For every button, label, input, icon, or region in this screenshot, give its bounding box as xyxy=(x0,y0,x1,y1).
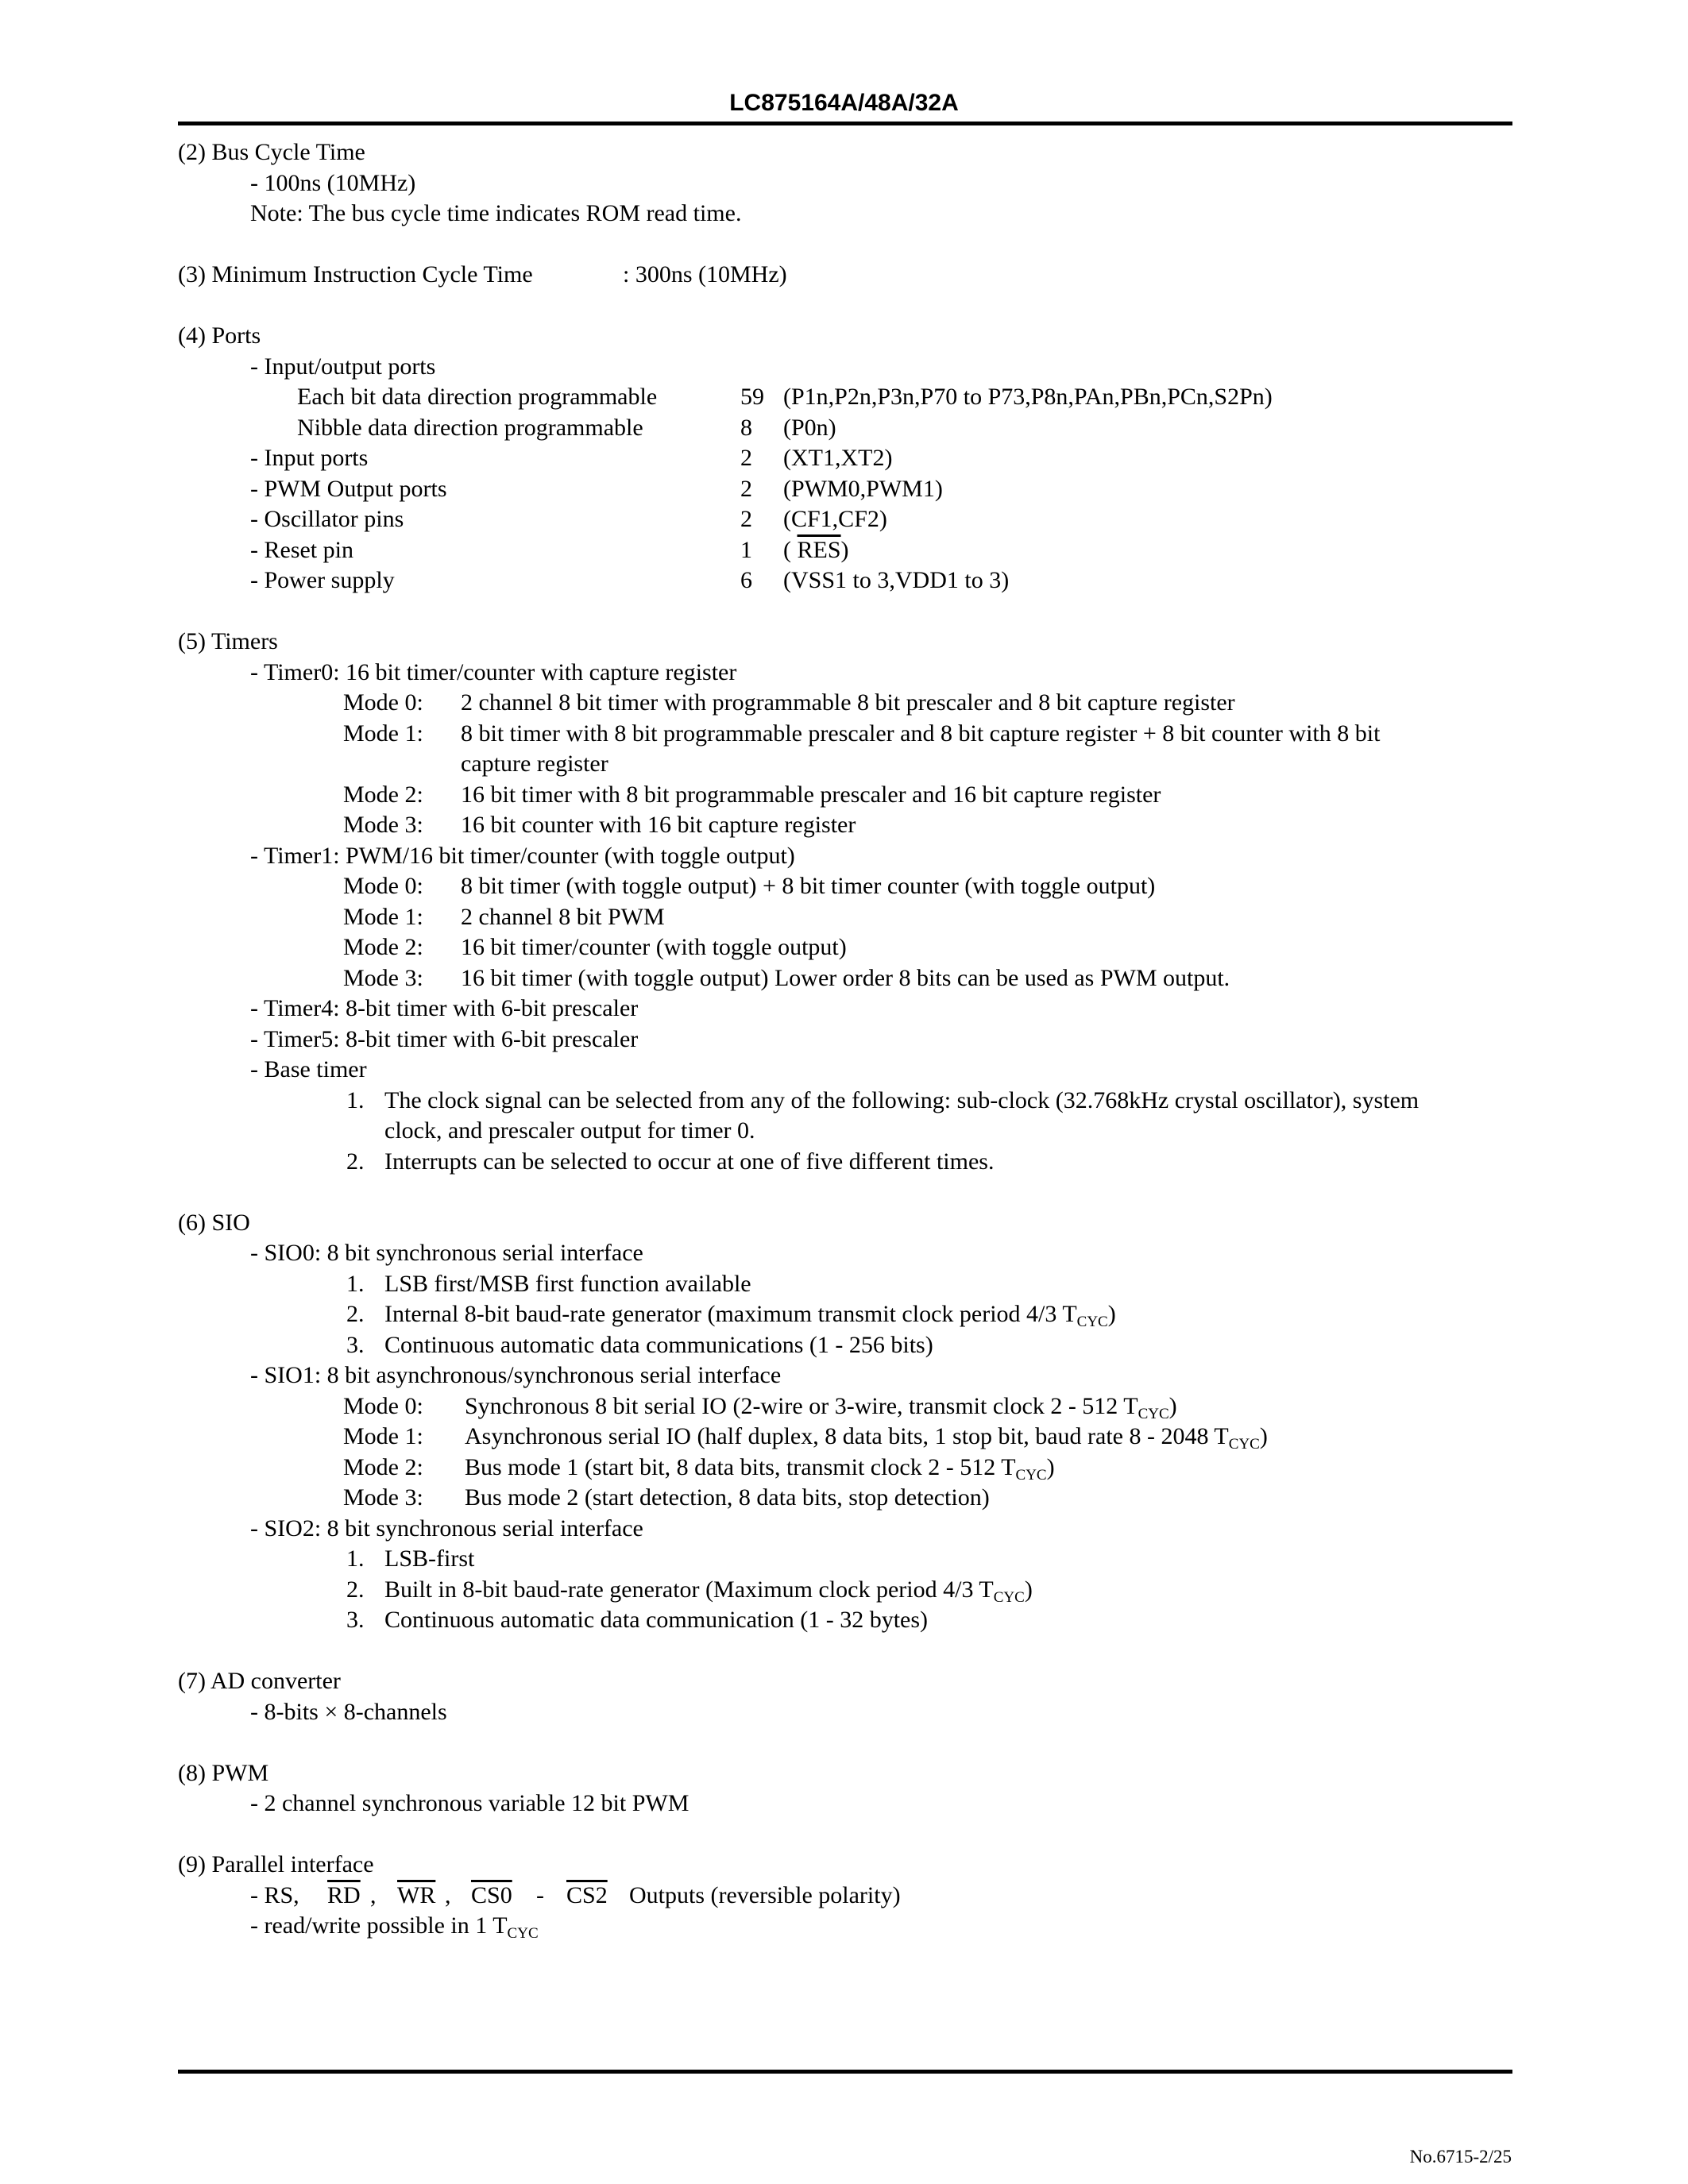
mode-text: 2 channel 8 bit timer with programmable 8 bit prescaler and 8 bit capture register xyxy=(461,689,1235,716)
item-number: 1. xyxy=(346,1086,365,1113)
port-row xyxy=(178,474,1512,505)
item-text: Continuous automatic data communications (1 - 256 bits) xyxy=(384,1331,933,1358)
port-count: 2 xyxy=(740,475,752,502)
sio-title: - SIO2: 8 bit synchronous serial interface xyxy=(250,1515,643,1542)
port-label: Each bit data direction programmable xyxy=(297,384,658,410)
section-heading: (4) Ports xyxy=(178,322,261,349)
parallel-heading-line xyxy=(178,1850,1512,1881)
signal-dash: - xyxy=(536,1881,544,1908)
mode-row xyxy=(178,780,1512,811)
timer0-title-line xyxy=(178,658,1512,689)
min-instruction-line xyxy=(178,260,1512,291)
mode-label: Mode 1: xyxy=(343,1423,423,1449)
mode-row-continuation xyxy=(178,749,1512,780)
item-text: The clock signal can be selected from any of the following: sub-clock (32.768kHz crystal oscillator), system xyxy=(384,1086,1420,1113)
signal-wr: $\overline{WR}$ xyxy=(397,1881,436,1908)
mode-row xyxy=(178,1391,1512,1422)
port-row xyxy=(178,565,1512,596)
port-detail: (XT1,XT2) xyxy=(783,445,893,471)
mode-text: capture register xyxy=(461,751,608,777)
sio-title: - SIO1: 8 bit asynchronous/synchronous serial interface xyxy=(250,1362,782,1388)
reset-signal-overlined: $\overline{RES}$ xyxy=(797,536,841,563)
item-text: Internal 8-bit baud-rate generator (maximum transmit clock period 4/3 $T_{CYC}$) xyxy=(384,1301,1116,1330)
item-text: clock, and prescaler output for timer 0. xyxy=(384,1117,755,1144)
signal-lead: - RS, xyxy=(250,1881,299,1908)
item-text: LSB-first xyxy=(384,1545,475,1572)
mode-label: Mode 0: xyxy=(343,689,423,716)
sio2-title-line xyxy=(178,1514,1512,1545)
port-row xyxy=(178,382,1512,413)
port-label: - Power supply xyxy=(250,567,395,593)
mode-text: Synchronous 8 bit serial IO (2-wire or 3-wire, transmit clock 2 - 512 $T_{CYC}$) xyxy=(465,1392,1177,1422)
section-heading: (3) Minimum Instruction Cycle Time xyxy=(178,261,533,287)
parallel-rw: - read/write possible in 1 $T_{CYC}$ xyxy=(250,1912,539,1942)
port-count: 59 xyxy=(740,384,764,410)
timer-title: - Timer5: 8-bit timer with 6-bit prescaler xyxy=(250,1025,639,1052)
sio-heading-line xyxy=(178,1208,1512,1239)
port-count: 2 xyxy=(740,445,752,471)
mode-row xyxy=(178,1483,1512,1514)
signal-tail: Outputs (reversible polarity) xyxy=(629,1881,901,1908)
mode-row xyxy=(178,871,1512,902)
item-number: 2. xyxy=(346,1148,365,1175)
item-number: 3. xyxy=(346,1607,365,1633)
item-number: 2. xyxy=(346,1301,365,1327)
mode-text: 8 bit timer with 8 bit programmable prescaler and 8 bit capture register + 8 bit counter with 8 bit xyxy=(461,720,1381,747)
mode-row xyxy=(178,719,1512,750)
port-detail: (PWM0,PWM1) xyxy=(783,475,943,502)
io-ports-line xyxy=(178,352,1512,383)
footer-rule xyxy=(178,2070,1512,2074)
mode-text: 16 bit timer/counter (with toggle output) xyxy=(461,934,847,960)
item-number: 1. xyxy=(346,1270,365,1297)
base-timer-title-line xyxy=(178,1055,1512,1086)
timer-title: - Timer4: 8-bit timer with 6-bit prescaler xyxy=(250,995,639,1021)
mode-row xyxy=(178,1422,1512,1453)
pwm-heading-line xyxy=(178,1758,1512,1789)
mode-label: Mode 3: xyxy=(343,964,423,991)
numbered-item xyxy=(178,1147,1512,1178)
pwm-value: - 2 channel synchronous variable 12 bit PWM xyxy=(250,1790,689,1816)
port-detail: (P0n) xyxy=(783,414,836,441)
mode-text: 16 bit timer (with toggle output) Lower order 8 bits can be used as PWM output. xyxy=(461,964,1230,991)
timer-title: - Timer1: PWM/16 bit timer/counter (with toggle output) xyxy=(250,842,795,869)
mode-row xyxy=(178,810,1512,841)
section-heading: (9) Parallel interface xyxy=(178,1851,374,1877)
port-count: 2 xyxy=(740,506,752,532)
mode-label: Mode 2: xyxy=(343,1453,423,1480)
header-rule xyxy=(178,122,1512,125)
port-count: 8 xyxy=(740,414,752,441)
section-heading: (8) PWM xyxy=(178,1759,269,1786)
timer-title: - Base timer xyxy=(250,1056,367,1082)
item-text: LSB first/MSB first function available xyxy=(384,1270,751,1297)
sio0-title-line xyxy=(178,1238,1512,1269)
timer1-title-line xyxy=(178,841,1512,872)
mode-label: Mode 3: xyxy=(343,812,423,838)
signal-comma: , xyxy=(445,1881,451,1908)
mode-text: Bus mode 2 (start detection, 8 data bits, stop detection) xyxy=(465,1484,990,1511)
ad-value: - 8-bits × 8-channels xyxy=(250,1698,447,1725)
signal-cs2: CS2 xyxy=(566,1881,608,1908)
mode-label: Mode 2: xyxy=(343,781,423,808)
pwm-value-line xyxy=(178,1788,1512,1819)
bus-cycle-heading xyxy=(178,137,1512,168)
section-heading: (7) AD converter xyxy=(178,1668,341,1694)
item-text: Built in 8-bit baud-rate generator (Maximum clock period 4/3 $T_{CYC}$) xyxy=(384,1576,1033,1606)
timers-heading-line xyxy=(178,627,1512,658)
sio-title: - SIO0: 8 bit synchronous serial interface xyxy=(250,1240,643,1266)
numbered-item xyxy=(178,1544,1512,1575)
mode-label: Mode 3: xyxy=(343,1484,423,1511)
port-detail: ( $\overline{RES}$) xyxy=(783,536,849,563)
port-row xyxy=(178,413,1512,444)
port-detail: (P1n,P2n,P3n,P70 to P73,P8n,PAn,PBn,PCn,S2Pn) xyxy=(783,384,1273,410)
mode-label: Mode 1: xyxy=(343,720,423,747)
document-title: LC875164A/48A/32A xyxy=(729,90,959,116)
numbered-item-continuation xyxy=(178,1116,1512,1147)
mode-row xyxy=(178,688,1512,719)
mode-row xyxy=(178,1453,1512,1484)
min-instruction-value: : 300ns (10MHz) xyxy=(623,261,787,287)
mode-text: Asynchronous serial IO (half duplex, 8 data bits, 1 stop bit, baud rate 8 - 2048 $T_{CYC}$) xyxy=(465,1423,1268,1453)
port-label: Nibble data direction programmable xyxy=(297,414,643,441)
item-number: 1. xyxy=(346,1545,365,1572)
item-number: 3. xyxy=(346,1331,365,1358)
port-label: - Oscillator pins xyxy=(250,506,404,532)
port-count: 1 xyxy=(740,536,752,563)
ad-heading-line xyxy=(178,1666,1512,1697)
bus-cycle-value-line xyxy=(178,168,1512,199)
numbered-item xyxy=(178,1299,1512,1330)
mode-label: Mode 0: xyxy=(343,1392,423,1419)
timer-title: - Timer0: 16 bit timer/counter with capture register xyxy=(250,658,737,685)
mode-text: 2 channel 8 bit PWM xyxy=(461,903,665,930)
mode-row xyxy=(178,902,1512,933)
mode-text: 16 bit timer with 8 bit programmable prescaler and 16 bit capture register xyxy=(461,781,1161,808)
signal-comma: , xyxy=(370,1881,377,1908)
item-number: 2. xyxy=(346,1576,365,1603)
signal-cs0: CS0 xyxy=(471,1881,512,1908)
port-detail: (CF1,CF2) xyxy=(783,506,887,532)
section-heading: (6) SIO xyxy=(178,1209,250,1236)
page-number: No.6715-2/25 xyxy=(1409,2147,1512,2167)
numbered-item xyxy=(178,1605,1512,1636)
port-label: - Reset pin xyxy=(250,536,353,563)
mode-label: Mode 2: xyxy=(343,934,423,960)
spec-content xyxy=(178,137,1512,1942)
port-row xyxy=(178,535,1512,566)
bus-cycle-note-line xyxy=(178,199,1512,230)
port-row xyxy=(178,443,1512,474)
mode-text: 8 bit timer (with toggle output) + 8 bit timer counter (with toggle output) xyxy=(461,873,1156,899)
port-detail: (VSS1 to 3,VDD1 to 3) xyxy=(783,567,1010,593)
mode-row xyxy=(178,963,1512,994)
io-ports-label: - Input/output ports xyxy=(250,353,436,380)
mode-text: Bus mode 1 (start bit, 8 data bits, transmit clock 2 - 512 $T_{CYC}$) xyxy=(465,1453,1055,1484)
timer5-line xyxy=(178,1024,1512,1055)
section-heading: (2) Bus Cycle Time xyxy=(178,139,365,165)
timer4-line xyxy=(178,994,1512,1024)
parallel-signals-line xyxy=(178,1881,1512,1912)
signal-rd: $\overline{RD}$ xyxy=(327,1881,361,1908)
item-text: Interrupts can be selected to occur at one of five different times. xyxy=(384,1148,995,1175)
mode-row xyxy=(178,932,1512,963)
bus-cycle-value: - 100ns (10MHz) xyxy=(250,169,416,196)
port-label: - Input ports xyxy=(250,445,369,471)
port-count: 6 xyxy=(740,567,752,593)
section-heading: (5) Timers xyxy=(178,628,278,654)
bus-cycle-note: Note: The bus cycle time indicates ROM read time. xyxy=(250,200,742,226)
numbered-item xyxy=(178,1575,1512,1606)
mode-label: Mode 1: xyxy=(343,903,423,930)
sio1-title-line xyxy=(178,1360,1512,1391)
numbered-item xyxy=(178,1330,1512,1361)
parallel-rw-line xyxy=(178,1911,1512,1942)
ports-heading-line xyxy=(178,321,1512,352)
mode-text: 16 bit counter with 16 bit capture register xyxy=(461,812,856,838)
item-text: Continuous automatic data communication (1 - 32 bytes) xyxy=(384,1607,929,1633)
ad-value-line xyxy=(178,1697,1512,1728)
port-row xyxy=(178,504,1512,535)
port-label: - PWM Output ports xyxy=(250,475,447,502)
mode-label: Mode 0: xyxy=(343,873,423,899)
numbered-item xyxy=(178,1086,1512,1117)
numbered-item xyxy=(178,1269,1512,1300)
